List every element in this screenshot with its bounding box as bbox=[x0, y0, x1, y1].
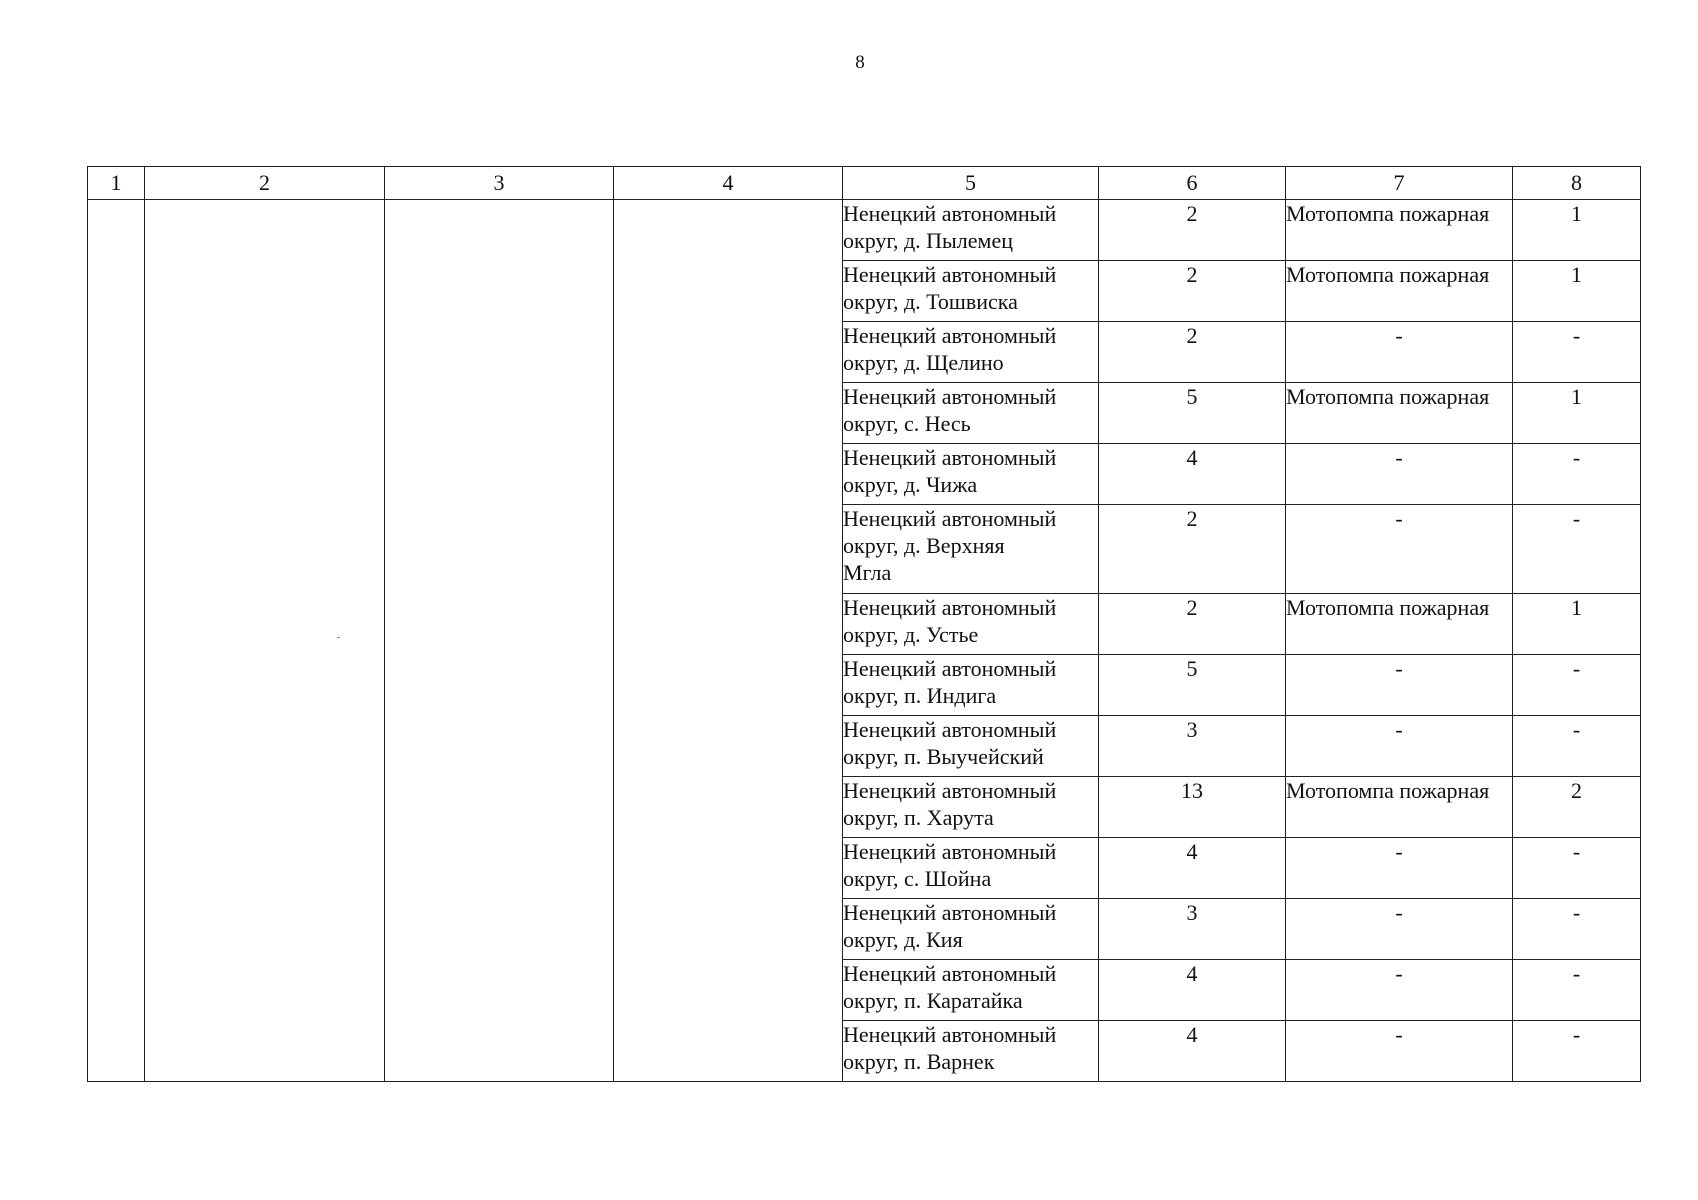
quantity-cell: - bbox=[1513, 960, 1641, 1021]
quantity-cell: 1 bbox=[1513, 594, 1641, 655]
equipment-cell: Мотопомпа пожарная bbox=[1286, 777, 1513, 838]
quantity-cell: - bbox=[1513, 655, 1641, 716]
location-cell: Ненецкий автономный округ, с. Несь bbox=[843, 383, 1099, 444]
header-row bbox=[88, 167, 1641, 200]
count-cell: 2 bbox=[1099, 594, 1286, 655]
location-cell: Ненецкий автономный округ, д. Чижа bbox=[843, 444, 1099, 505]
count-cell: 4 bbox=[1099, 1021, 1286, 1082]
data-table bbox=[87, 166, 1641, 1082]
page-number: 8 bbox=[855, 52, 865, 73]
equipment-cell: - bbox=[1286, 716, 1513, 777]
quantity-cell: 1 bbox=[1513, 383, 1641, 444]
location-cell: Ненецкий автономный округ, д. Кия bbox=[843, 899, 1099, 960]
quantity-cell: - bbox=[1513, 899, 1641, 960]
equipment-cell: - bbox=[1286, 899, 1513, 960]
location-cell: Ненецкий автономный округ, д. Тошвиска bbox=[843, 261, 1099, 322]
count-cell: 5 bbox=[1099, 655, 1286, 716]
count-cell: 2 bbox=[1099, 505, 1286, 594]
quantity-cell: 1 bbox=[1513, 200, 1641, 261]
column-header-5: 5 bbox=[843, 167, 1099, 200]
equipment-cell: - bbox=[1286, 838, 1513, 899]
location-cell: Ненецкий автономный округ, д. Устье bbox=[843, 594, 1099, 655]
count-cell: 4 bbox=[1099, 960, 1286, 1021]
location-cell: Ненецкий автономный округ, п. Индига bbox=[843, 655, 1099, 716]
location-cell: Ненецкий автономный округ, п. Харута bbox=[843, 777, 1099, 838]
equipment-cell: - bbox=[1286, 960, 1513, 1021]
quantity-cell: - bbox=[1513, 838, 1641, 899]
quantity-cell: 1 bbox=[1513, 261, 1641, 322]
quantity-cell: - bbox=[1513, 505, 1641, 594]
location-cell: Ненецкий автономный округ, д. Щелино bbox=[843, 322, 1099, 383]
location-cell: Ненецкий автономный округ, п. Каратайка bbox=[843, 960, 1099, 1021]
count-cell: 3 bbox=[1099, 899, 1286, 960]
table-row bbox=[88, 200, 1641, 261]
count-cell: 4 bbox=[1099, 838, 1286, 899]
merged-cell-col-4 bbox=[614, 200, 843, 1082]
equipment-cell: Мотопомпа пожарная bbox=[1286, 261, 1513, 322]
equipment-cell: Мотопомпа пожарная bbox=[1286, 594, 1513, 655]
count-cell: 2 bbox=[1099, 200, 1286, 261]
column-header-2: 2 bbox=[145, 167, 385, 200]
equipment-cell: - bbox=[1286, 444, 1513, 505]
count-cell: 2 bbox=[1099, 322, 1286, 383]
location-cell: Ненецкий автономный округ, п. Выучейский bbox=[843, 716, 1099, 777]
location-cell: Ненецкий автономный округ, п. Варнек bbox=[843, 1021, 1099, 1082]
quantity-cell: 2 bbox=[1513, 777, 1641, 838]
merged-cell-col-2 bbox=[145, 200, 385, 1082]
column-header-6: 6 bbox=[1099, 167, 1286, 200]
equipment-cell: - bbox=[1286, 322, 1513, 383]
column-header-4: 4 bbox=[614, 167, 843, 200]
count-cell: 13 bbox=[1099, 777, 1286, 838]
column-header-1: 1 bbox=[88, 167, 145, 200]
equipment-cell: - bbox=[1286, 655, 1513, 716]
scan-speck bbox=[337, 637, 340, 638]
equipment-cell: - bbox=[1286, 505, 1513, 594]
quantity-cell: - bbox=[1513, 716, 1641, 777]
count-cell: 2 bbox=[1099, 261, 1286, 322]
quantity-cell: - bbox=[1513, 322, 1641, 383]
column-header-7: 7 bbox=[1286, 167, 1513, 200]
location-cell: Ненецкий автономный округ, д. Верхняя Мгла bbox=[843, 505, 1099, 594]
equipment-cell: - bbox=[1286, 1021, 1513, 1082]
quantity-cell: - bbox=[1513, 1021, 1641, 1082]
quantity-cell: - bbox=[1513, 444, 1641, 505]
merged-cell-col-1 bbox=[88, 200, 145, 1082]
count-cell: 5 bbox=[1099, 383, 1286, 444]
merged-cell-col-3 bbox=[385, 200, 614, 1082]
count-cell: 3 bbox=[1099, 716, 1286, 777]
equipment-cell: Мотопомпа пожарная bbox=[1286, 200, 1513, 261]
location-cell: Ненецкий автономный округ, с. Шойна bbox=[843, 838, 1099, 899]
equipment-cell: Мотопомпа пожарная bbox=[1286, 383, 1513, 444]
column-header-3: 3 bbox=[385, 167, 614, 200]
count-cell: 4 bbox=[1099, 444, 1286, 505]
column-header-8: 8 bbox=[1513, 167, 1641, 200]
location-cell: Ненецкий автономный округ, д. Пылемец bbox=[843, 200, 1099, 261]
